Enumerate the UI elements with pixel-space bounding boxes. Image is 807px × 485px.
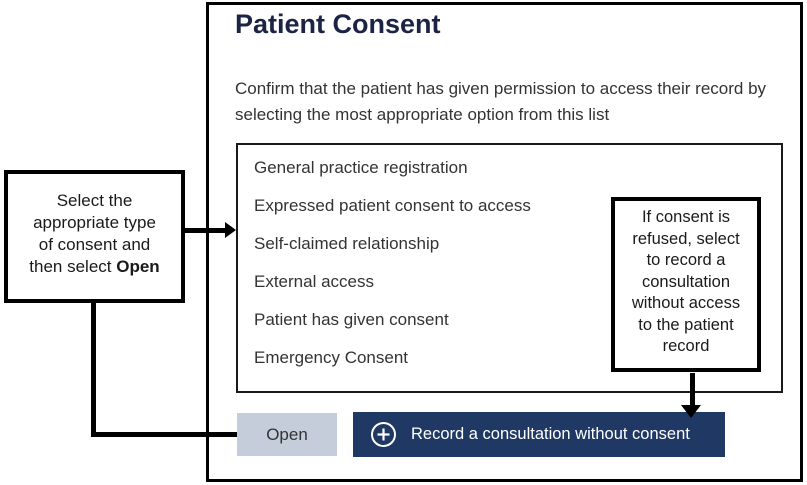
open-button[interactable]	[237, 413, 337, 456]
consent-option[interactable]: Self-claimed relationship	[254, 234, 440, 253]
select-consent-callout-last-line: then select Open	[29, 257, 160, 276]
select-callout-arrow-head	[225, 222, 236, 238]
consent-option[interactable]: General practice registration	[254, 158, 468, 177]
consent-option[interactable]: External access	[254, 272, 374, 291]
consent-option[interactable]: Patient has given consent	[254, 310, 449, 329]
refused-callout-arrow-line	[690, 373, 695, 405]
dialog-title: Patient Consent	[235, 9, 441, 39]
record-consultation-button-label: Record a consultation without consent	[411, 425, 690, 443]
select-consent-callout	[4, 170, 185, 303]
consent-option[interactable]: Expressed patient consent to access	[254, 196, 531, 215]
plus-circle-icon	[370, 421, 397, 448]
consent-option[interactable]: Emergency Consent	[254, 348, 409, 367]
patient-consent-dialog	[206, 2, 803, 482]
select-callout-arrow-line	[183, 228, 227, 233]
select-callout-connector-horizontal	[91, 432, 237, 437]
select-consent-callout-lines: Select the appropriate type of consent and	[33, 191, 156, 254]
refused-callout-arrow-head	[681, 405, 701, 418]
dialog-description: Confirm that the patient has given permission to access their record by selecting the most appropriate option from this list	[235, 79, 767, 124]
open-button-label: Open	[266, 424, 308, 444]
record-consultation-button[interactable]	[353, 412, 725, 457]
select-callout-connector-vertical	[91, 303, 96, 437]
refused-consent-callout: If consent is refused, select to record a consultation without access to the patient record	[611, 197, 761, 372]
